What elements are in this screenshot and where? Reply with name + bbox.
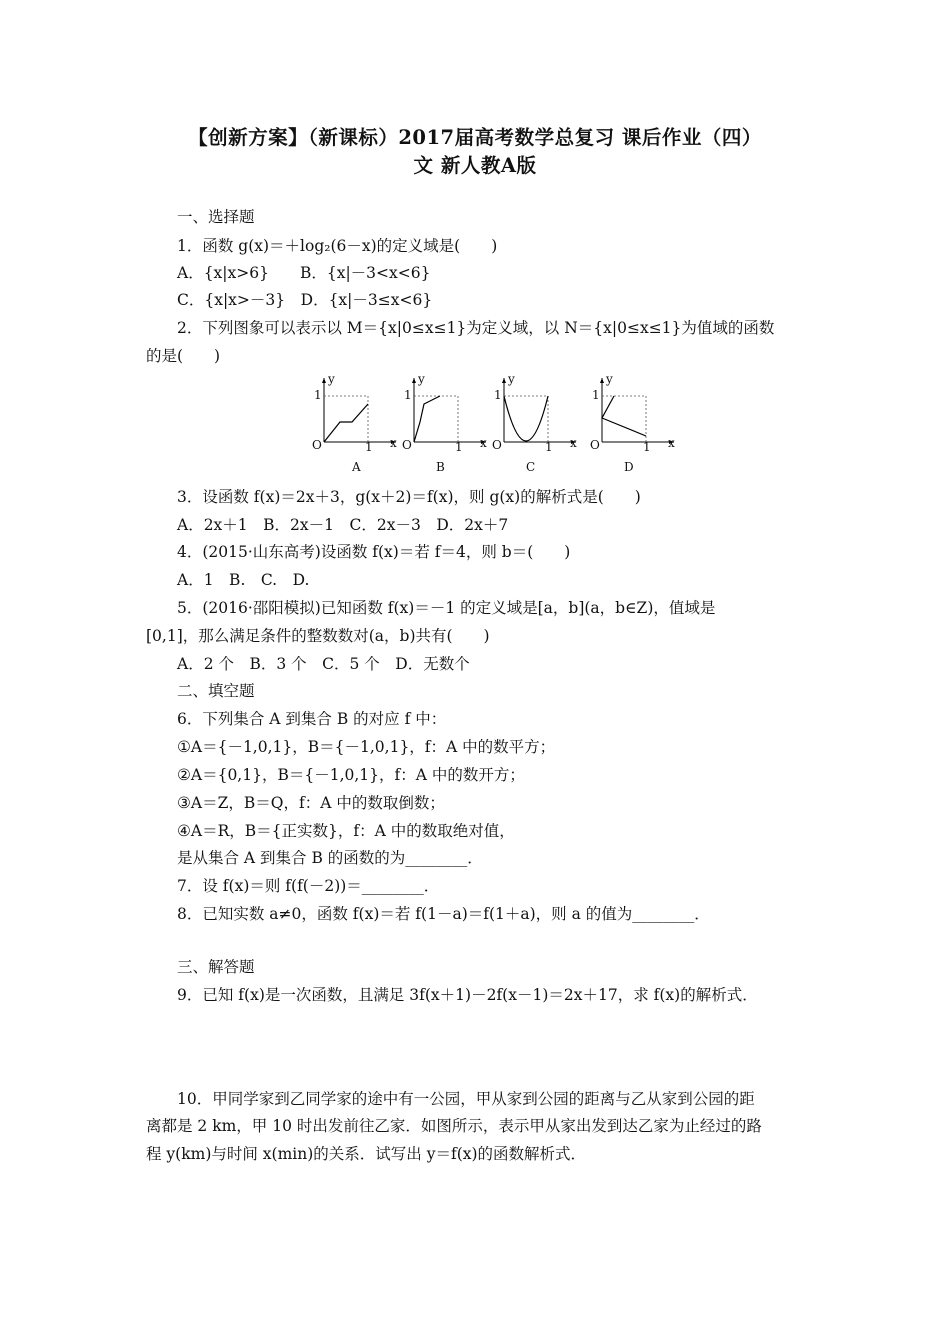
question-3-options: A．2x＋1 B．2x－1 C．2x－3 D．2x＋7 [177, 516, 509, 534]
question-5-options: A．2 个 B．3 个 C．5 个 D．无数个 [177, 655, 470, 673]
graph-c-origin: O [492, 438, 502, 452]
question-5-cont: [0,1]，那么满足条件的整数数对(a，b)共有( ) [146, 627, 490, 645]
page-title-line1: 【创新方案】（新课标）2017届高考数学总复习 课后作业（四） [188, 126, 762, 149]
graph-b-y-label: y [418, 372, 425, 386]
graph-b-x-label: x [480, 436, 487, 450]
graph-c-x-label: x [570, 436, 577, 450]
question-1-options-ab: A．{x|x>6} B．{x|－3<x<6} [177, 264, 431, 282]
question-1-options-cd: C．{x|x>－3} D．{x|－3≤x<6} [177, 291, 433, 309]
question-8: 8．已知实数 a≠0，函数 f(x)＝若 f(1－a)＝f(1＋a)，则 a 的值为________． [177, 905, 710, 923]
graph-b-caption: B [436, 460, 445, 474]
graph-a-y-label: y [328, 372, 335, 386]
graph-c-y-label: y [508, 372, 515, 386]
graph-a-caption: A [352, 460, 361, 474]
graph-a-x-label: x [390, 436, 397, 450]
graph-b-origin: O [402, 438, 412, 452]
question-6-item-3: ③A＝Z，B＝Q，f：A 中的数取倒数； [177, 794, 445, 812]
question-7: 7．设 f(x)＝则 f(f(－2))＝________． [177, 877, 440, 895]
question-6-item-2: ②A＝{0,1}，B＝{－1,0,1}，f：A 中的数开方； [177, 766, 525, 784]
graph-c-caption: C [526, 460, 536, 474]
page-title-line2: 文 新人教A版 [413, 154, 537, 177]
question-2: 2．下列图象可以表示以 M＝{x|0≤x≤1}为定义域，以 N＝{x|0≤x≤1}为值域的函数 [177, 319, 775, 337]
graph-b-tick-y: 1 [404, 388, 412, 402]
graph-a-tick-x: 1 [365, 440, 373, 454]
question-1: 1．函数 g(x)＝＋log₂(6－x)的定义域是( ) [177, 237, 498, 255]
question-2-cont: 的是( ) [146, 347, 221, 365]
question-4: 4．(2015·山东高考)设函数 f(x)＝若 f＝4，则 b＝( ) [177, 543, 571, 561]
question-6: 6．下列集合 A 到集合 B 的对应 f 中： [177, 710, 447, 728]
question-9: 9．已知 f(x)是一次函数，且满足 3f(x＋1)－2f(x－1)＝2x＋17，求 f(x)的解析式． [177, 986, 758, 1004]
graph-a-tick-y: 1 [314, 388, 322, 402]
graph-c-tick-x: 1 [545, 440, 553, 454]
graph-a [306, 372, 398, 474]
section-heading-fill: 二、填空题 [177, 682, 255, 700]
section-heading-solve: 三、解答题 [177, 958, 255, 976]
graph-c [486, 372, 578, 474]
graph-d-x-label: x [668, 436, 675, 450]
graph-d-caption: D [624, 460, 634, 474]
question-10-cont-1: 离都是 2 km，甲 10 时出发前往乙家．如图所示，表示甲从家出发到达乙家为止经过的路 [146, 1117, 762, 1135]
graph-a-origin: O [312, 438, 322, 452]
graph-b-tick-x: 1 [455, 440, 463, 454]
question-10-cont-2: 程 y(km)与时间 x(min)的关系．试写出 y＝f(x)的函数解析式． [146, 1145, 587, 1163]
question-4-options: A．1 B. C. D. [177, 571, 310, 589]
graph-b [396, 372, 488, 474]
question-3: 3．设函数 f(x)＝2x＋3，g(x＋2)＝f(x)，则 g(x)的解析式是( ) [177, 488, 641, 506]
graph-d-origin: O [590, 438, 600, 452]
graph-d-tick-x: 1 [643, 440, 651, 454]
graph-c-tick-y: 1 [494, 388, 502, 402]
question-10: 10．甲同学家到乙同学家的途中有一公园，甲从家到公园的距离与乙从家到公园的距 [177, 1090, 755, 1108]
section-heading-choice: 一、选择题 [177, 208, 255, 226]
question-5: 5．(2016·邵阳模拟)已知函数 f(x)＝－1 的定义域是[a，b](a，b∈Z)，值域是 [177, 599, 716, 617]
graph-d-y-label: y [606, 372, 613, 386]
question-6-item-4: ④A＝R，B＝{正实数}，f：A 中的数取绝对值， [177, 822, 515, 840]
graph-d-tick-y: 1 [592, 388, 600, 402]
graph-d [584, 372, 676, 474]
question-6-item-1: ①A＝{－1,0,1}，B＝{－1,0,1}，f：A 中的数平方； [177, 738, 556, 756]
question-6-answer: 是从集合 A 到集合 B 的函数的为________． [177, 849, 483, 867]
